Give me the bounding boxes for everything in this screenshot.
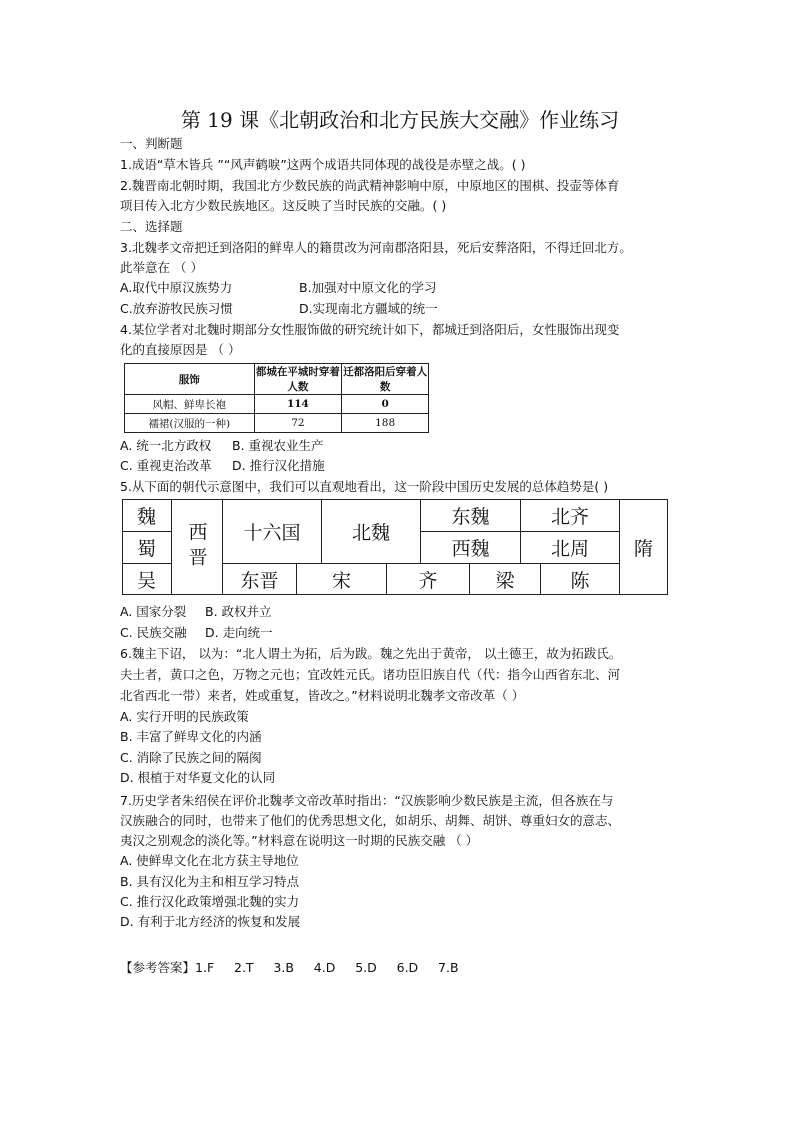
question-6-option-a: A. 实行开明的民族政策 (120, 709, 249, 724)
question-7-option-d: D. 有利于北方经济的恢复和发展 (120, 914, 301, 929)
question-5-option-b: B. 政权并立 (205, 604, 272, 619)
dynasty-wu: 吴 (136, 569, 156, 592)
question-5-option-d: D. 走向统一 (205, 625, 273, 640)
table-cell: 0 (342, 395, 429, 414)
question-6-line-3: 北省西北一带）来者，姓或重复，皆改之。”材料说明北魏孝文帝改革（ ） (120, 688, 525, 703)
question-6-option-d: D. 根植于对华夏文化的认同 (120, 770, 276, 785)
page-title: 第 19 课《北朝政治和北方民族大交融》作业练习 (180, 108, 620, 132)
question-3-line-2: 此举意在 （ ） (120, 260, 203, 275)
question-6-option-c: C. 消除了民族之间的隔阂 (120, 750, 262, 765)
dynasty-wei: 魏 (136, 505, 156, 528)
question-5-line-1: 5.从下面的朝代示意图中，我们可以直观地看出，这一阶段中国历史发展的总体趋势是( ) (120, 479, 609, 494)
question-5-option-c: C. 民族交融 (120, 625, 187, 640)
answer-key-label: 【参考答案】 (120, 960, 196, 975)
dynasty-eastern-wei: 东魏 (451, 505, 490, 528)
dynasty-liang: 梁 (495, 569, 515, 592)
question-1: 1.成语“草木皆兵 ”“风声鹤唳”这两个成语共同体现的战役是赤壁之战。( ) (120, 157, 526, 172)
dynasty-northern-qi: 北齐 (550, 505, 589, 528)
dynasty-chen: 陈 (570, 569, 590, 592)
table-header-cell: 服饰 (125, 364, 255, 395)
question-7-line-1: 7.历史学者朱绍侯在评价北魏孝文帝改革时指出：“汉族影响少数民族是主流，但各族在与 (120, 793, 614, 808)
question-6-line-1: 6.魏主下诏， 以为：“北人谓土为拓，后为跋。魏之先出于黄帝， 以土德王，故为拓跋氏。 (120, 646, 622, 661)
answer-key-values: 1.F 2.T 3.B 4.D 5.D 6.D 7.B (195, 960, 459, 975)
question-2-line-2: 项目传入北方少数民族地区。这反映了当时民族的交融。( ) (120, 198, 447, 213)
dynasty-diagram (122, 499, 668, 595)
dynasty-shu: 蜀 (136, 537, 156, 560)
question-3-option-d: D.实现南北方疆域的统一 (299, 301, 438, 316)
question-6-line-2: 夫土者，黄口之色，万物之元也；宜改姓元氏。诸功臣旧族自代（代：指今山西省东北、河 (120, 667, 621, 682)
table-header-cell: 都城在平城时穿着人数 (254, 364, 342, 395)
dynasty-qi: 齐 (418, 569, 438, 592)
question-2-line-1: 2.魏晋南北朝时期，我国北方少数民族的尚武精神影响中原，中原地区的围棋、投壶等体育 (120, 178, 620, 193)
question-4-option-c: C. 重视吏治改革 (120, 458, 212, 473)
table-row (125, 414, 429, 433)
question-5-option-a: A. 国家分裂 (120, 604, 187, 619)
answer-key (120, 958, 459, 976)
table-cell: 襦裙(汉服的一种) (125, 414, 255, 433)
dynasty-western-jin: 西晋 (185, 522, 208, 572)
section-heading-choice: 二、选择题 (120, 219, 183, 234)
question-7-option-a: A. 使鲜卑文化在北方获主导地位 (120, 853, 299, 868)
question-4-option-b: B. 重视农业生产 (232, 438, 324, 453)
dynasty-eastern-jin: 东晋 (240, 569, 279, 592)
table-row (125, 395, 429, 414)
question-3-option-b: B.加强对中原文化的学习 (299, 280, 437, 295)
question-3-option-a: A.取代中原汉族势力 (120, 280, 233, 295)
question-3-line-1: 3.北魏孝文帝把迁到洛阳的鲜卑人的籍贯改为河南郡洛阳县，死后安葬洛阳，不得迁回北方。 (120, 240, 632, 255)
dynasty-song: 宋 (331, 569, 351, 592)
dynasty-western-wei: 西魏 (451, 538, 490, 560)
table-cell: 188 (342, 414, 429, 433)
clothing-statistics-table (124, 363, 429, 433)
table-header-cell: 迁都洛阳后穿着人数 (342, 364, 429, 395)
section-heading-judge: 一、判断题 (120, 136, 183, 151)
question-7-option-c: C. 推行汉化政策增强北魏的实力 (120, 894, 300, 909)
dynasty-sui: 隋 (633, 537, 653, 560)
question-3-option-c: C.放弃游牧民族习惯 (120, 301, 233, 316)
table-header-row (125, 364, 429, 395)
table-cell: 72 (254, 414, 342, 433)
dynasty-sixteen-kingdoms: 十六国 (243, 521, 301, 544)
question-4-option-a: A. 统一北方政权 (120, 438, 212, 453)
question-7-line-3: 夷汉之别观念的淡化等。”材料意在说明这一时期的民族交融 （ ） (120, 833, 479, 848)
question-4-line-2: 化的直接原因是 （ ） (120, 342, 241, 357)
question-7-option-b: B. 具有汉化为主和相互学习特点 (120, 874, 300, 889)
question-6-option-b: B. 丰富了鲜卑文化的内涵 (120, 729, 262, 744)
dynasty-northern-wei: 北魏 (351, 521, 390, 544)
question-7-line-2: 汉族融合的同时，也带来了他们的优秀思想文化，如胡乐、胡舞、胡饼、尊重妇女的意志、 (120, 813, 621, 828)
table-cell: 114 (254, 395, 342, 414)
dynasty-northern-zhou: 北周 (550, 538, 589, 560)
table-cell: 风帽、鲜卑长袍 (125, 395, 255, 414)
question-4-line-1: 4.某位学者对北魏时期部分女性服饰做的研究统计如下，都城迁到洛阳后，女性服饰出现变 (120, 322, 620, 337)
question-4-option-d: D. 推行汉化措施 (232, 458, 325, 473)
